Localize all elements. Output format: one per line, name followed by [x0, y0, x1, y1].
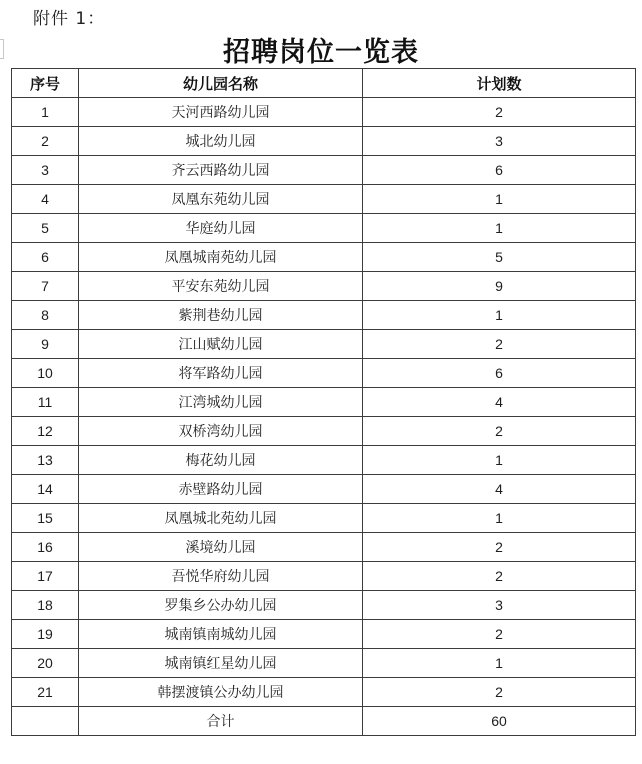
row-count-cell: 3	[363, 127, 636, 156]
row-no-cell: 8	[12, 301, 79, 330]
row-no-cell: 13	[12, 446, 79, 475]
table-row	[12, 649, 636, 678]
row-count-cell: 1	[363, 301, 636, 330]
table-row	[12, 243, 636, 272]
page-title: 招聘岗位一览表	[223, 37, 419, 68]
row-name-cell: 双桥湾幼儿园	[79, 417, 363, 446]
row-name-cell: 梅花幼儿园	[79, 446, 363, 475]
attachment-label: 附件 1：	[33, 9, 106, 29]
column-header-no: 序号	[12, 69, 79, 98]
row-name-cell: 城北幼儿园	[79, 127, 363, 156]
row-name-cell: 溪境幼儿园	[79, 533, 363, 562]
table-row	[12, 301, 636, 330]
row-no-cell: 16	[12, 533, 79, 562]
row-count-cell: 2	[363, 562, 636, 591]
table-row	[12, 446, 636, 475]
row-count-cell: 1	[363, 185, 636, 214]
row-no-cell: 6	[12, 243, 79, 272]
row-count-cell: 2	[363, 678, 636, 707]
row-count-cell: 2	[363, 98, 636, 127]
table-row	[12, 98, 636, 127]
row-no-cell: 18	[12, 591, 79, 620]
row-no-cell: 12	[12, 417, 79, 446]
row-name-cell: 华庭幼儿园	[79, 214, 363, 243]
table-row	[12, 620, 636, 649]
table-row	[12, 475, 636, 504]
row-no-cell: 10	[12, 359, 79, 388]
row-name-cell: 吾悦华府幼儿园	[79, 562, 363, 591]
table-row	[12, 591, 636, 620]
table-row	[12, 533, 636, 562]
table-row	[12, 562, 636, 591]
row-no-cell: 14	[12, 475, 79, 504]
table-row	[12, 330, 636, 359]
total-count-cell: 60	[363, 707, 636, 736]
row-no-cell: 3	[12, 156, 79, 185]
table-row	[12, 388, 636, 417]
row-name-cell: 平安东苑幼儿园	[79, 272, 363, 301]
row-count-cell: 5	[363, 243, 636, 272]
table-row	[12, 678, 636, 707]
row-count-cell: 1	[363, 649, 636, 678]
table-row	[12, 272, 636, 301]
table-body	[12, 98, 636, 707]
row-count-cell: 3	[363, 591, 636, 620]
row-name-cell: 城南镇南城幼儿园	[79, 620, 363, 649]
row-no-cell: 2	[12, 127, 79, 156]
row-name-cell: 赤壁路幼儿园	[79, 475, 363, 504]
table-row	[12, 156, 636, 185]
row-name-cell: 凤凰东苑幼儿园	[79, 185, 363, 214]
row-count-cell: 4	[363, 388, 636, 417]
row-no-cell: 11	[12, 388, 79, 417]
row-name-cell: 江湾城幼儿园	[79, 388, 363, 417]
table-row	[12, 185, 636, 214]
row-count-cell: 1	[363, 214, 636, 243]
row-count-cell: 9	[363, 272, 636, 301]
row-name-cell: 江山赋幼儿园	[79, 330, 363, 359]
row-count-cell: 6	[363, 156, 636, 185]
row-name-cell: 罗集乡公办幼儿园	[79, 591, 363, 620]
table-row	[12, 359, 636, 388]
table-row	[12, 417, 636, 446]
table-header-row	[12, 69, 636, 98]
row-count-cell: 4	[363, 475, 636, 504]
row-name-cell: 齐云西路幼儿园	[79, 156, 363, 185]
row-name-cell: 天河西路幼儿园	[79, 98, 363, 127]
column-header-name: 幼儿园名称	[79, 69, 363, 98]
row-no-cell: 15	[12, 504, 79, 533]
row-no-cell: 17	[12, 562, 79, 591]
table-row	[12, 504, 636, 533]
row-no-cell: 21	[12, 678, 79, 707]
row-no-cell: 20	[12, 649, 79, 678]
row-no-cell: 19	[12, 620, 79, 649]
row-no-cell: 5	[12, 214, 79, 243]
column-header-count: 计划数	[363, 69, 636, 98]
row-name-cell: 将军路幼儿园	[79, 359, 363, 388]
row-count-cell: 2	[363, 417, 636, 446]
row-no-cell: 1	[12, 98, 79, 127]
row-no-cell: 9	[12, 330, 79, 359]
row-no-cell: 7	[12, 272, 79, 301]
recruitment-table	[11, 68, 636, 736]
table-row	[12, 127, 636, 156]
total-no-cell	[12, 707, 79, 736]
row-count-cell: 2	[363, 620, 636, 649]
row-count-cell: 2	[363, 533, 636, 562]
row-count-cell: 1	[363, 504, 636, 533]
table-row	[12, 214, 636, 243]
table-total-row	[12, 707, 636, 736]
row-no-cell: 4	[12, 185, 79, 214]
row-name-cell: 凤凰城北苑幼儿园	[79, 504, 363, 533]
row-count-cell: 1	[363, 446, 636, 475]
row-count-cell: 2	[363, 330, 636, 359]
row-name-cell: 城南镇红星幼儿园	[79, 649, 363, 678]
row-count-cell: 6	[363, 359, 636, 388]
row-name-cell: 紫荆巷幼儿园	[79, 301, 363, 330]
row-name-cell: 凤凰城南苑幼儿园	[79, 243, 363, 272]
total-label-cell: 合计	[79, 707, 363, 736]
row-name-cell: 韩摆渡镇公办幼儿园	[79, 678, 363, 707]
